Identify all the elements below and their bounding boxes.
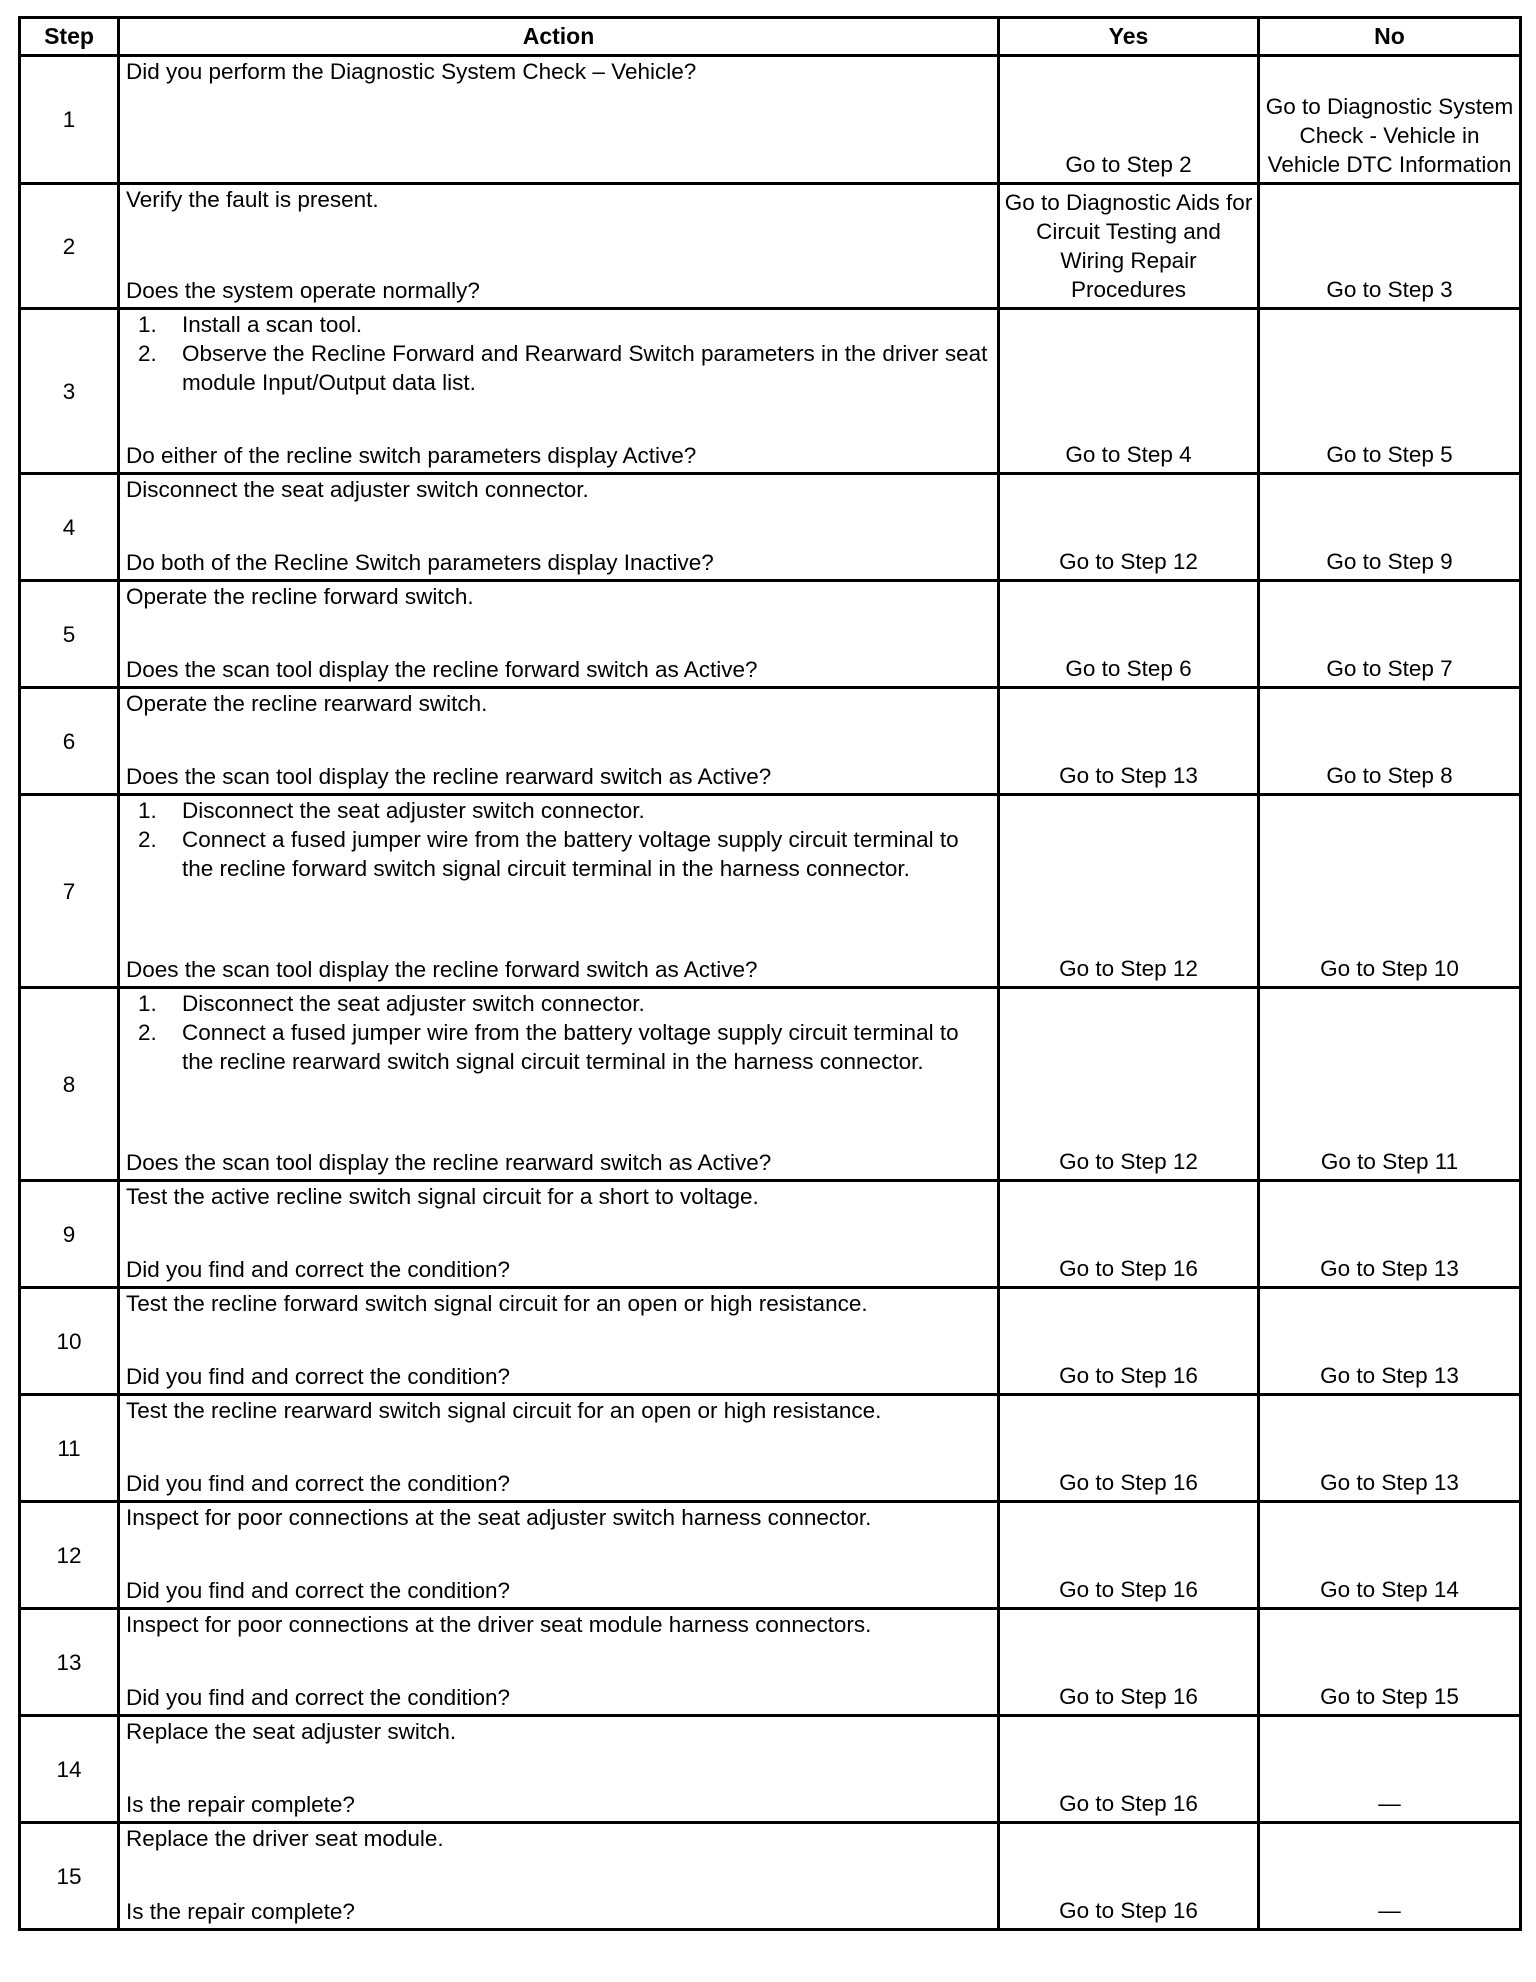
action-instructions [126,1717,991,1746]
action-text: Replace the seat adjuster switch. [126,1719,457,1744]
diagnostic-table [18,16,1522,1931]
action-instructions [126,1289,991,1318]
action-instructions [126,185,991,214]
action-cell [119,309,999,474]
action-list-item [138,796,991,825]
action-question: Is the repair complete? [126,1899,355,1924]
list-item-number: 1. [138,991,157,1016]
step-number: 6 [20,688,119,795]
action-question: Does the scan tool display the recline rearward switch as Active? [126,764,772,789]
action-cell [119,1823,999,1930]
action-cell [119,56,999,184]
action-text: Disconnect the seat adjuster switch connector. [126,477,589,502]
table-row [20,56,1521,184]
action-list-item [138,1018,991,1076]
no-result: Go to Step 7 [1259,581,1521,688]
action-instructions [126,57,991,86]
header-step: Step [20,18,119,56]
step-number: 7 [20,795,119,988]
action-instructions [126,689,991,718]
table-body [20,56,1521,1930]
table-row [20,988,1521,1181]
action-question: Did you find and correct the condition? [126,1257,510,1282]
action-cell [119,474,999,581]
no-result: Go to Step 13 [1259,1288,1521,1395]
list-item-text: Install a scan tool. [182,312,363,337]
step-number: 12 [20,1502,119,1609]
action-instructions [126,475,991,504]
action-question: Does the scan tool display the recline forward switch as Active? [126,657,758,682]
header-yes: Yes [999,18,1259,56]
step-number: 14 [20,1716,119,1823]
action-instructions [126,1182,991,1211]
yes-result: Go to Step 6 [999,581,1259,688]
action-question: Does the scan tool display the recline rearward switch as Active? [126,1150,772,1175]
no-result: Go to Step 13 [1259,1181,1521,1288]
header-row [20,18,1521,56]
action-question: Did you find and correct the condition? [126,1685,510,1710]
action-instructions [126,1824,991,1853]
no-result: — [1259,1716,1521,1823]
header-no: No [1259,18,1521,56]
no-result: Go to Step 14 [1259,1502,1521,1609]
table-row [20,688,1521,795]
action-question: Does the system operate normally? [126,278,480,303]
no-result: Go to Step 11 [1259,988,1521,1181]
table-row [20,1395,1521,1502]
no-result: Go to Step 8 [1259,688,1521,795]
action-instructions [126,989,991,1076]
yes-result: Go to Step 16 [999,1502,1259,1609]
action-question: Do both of the Recline Switch parameters display Inactive? [126,550,714,575]
action-cell [119,1716,999,1823]
table-row [20,1609,1521,1716]
action-instructions [126,796,991,883]
action-cell [119,988,999,1181]
yes-result: Go to Step 13 [999,688,1259,795]
list-item-text: Observe the Recline Forward and Rearward Switch parameters in the driver seat module Input/Output data list. [182,341,988,395]
list-item-text: Disconnect the seat adjuster switch connector. [182,991,645,1016]
action-list-item [138,825,991,883]
yes-result: Go to Step 16 [999,1823,1259,1930]
step-number: 9 [20,1181,119,1288]
step-number: 5 [20,581,119,688]
header-action: Action [119,18,999,56]
yes-result: Go to Step 16 [999,1609,1259,1716]
table-row [20,1823,1521,1930]
action-text: Replace the driver seat module. [126,1826,444,1851]
no-result: Go to Step 10 [1259,795,1521,988]
action-list-item [138,310,991,339]
table-row [20,474,1521,581]
action-question: Does the scan tool display the recline forward switch as Active? [126,957,758,982]
list-item-text: Disconnect the seat adjuster switch connector. [182,798,645,823]
yes-result: Go to Step 2 [999,56,1259,184]
action-cell [119,1395,999,1502]
action-text: Test the recline forward switch signal circuit for an open or high resistance. [126,1291,868,1316]
action-step-list [126,989,991,1076]
yes-result: Go to Step 16 [999,1181,1259,1288]
no-result: Go to Diagnostic System Check - Vehicle in Vehicle DTC Information [1259,56,1521,184]
step-number: 4 [20,474,119,581]
yes-result: Go to Step 12 [999,988,1259,1181]
step-number: 11 [20,1395,119,1502]
table-row [20,795,1521,988]
table-row [20,581,1521,688]
no-result: — [1259,1823,1521,1930]
no-result: Go to Step 3 [1259,184,1521,309]
list-item-number: 1. [138,798,157,823]
step-number: 3 [20,309,119,474]
table-row [20,1502,1521,1609]
action-text: Operate the recline rearward switch. [126,691,488,716]
action-instructions [126,1503,991,1532]
action-list-item [138,989,991,1018]
action-list-item [138,339,991,397]
table-row [20,1716,1521,1823]
action-cell [119,1609,999,1716]
table-row [20,1288,1521,1395]
no-result: Go to Step 15 [1259,1609,1521,1716]
action-text: Operate the recline forward switch. [126,584,474,609]
action-cell [119,1288,999,1395]
action-question: Did you find and correct the condition? [126,1471,510,1496]
action-instructions [126,1610,991,1639]
action-cell [119,688,999,795]
action-cell [119,184,999,309]
action-text: Test the active recline switch signal circuit for a short to voltage. [126,1184,759,1209]
table-row [20,1181,1521,1288]
action-cell [119,1181,999,1288]
action-cell [119,1502,999,1609]
list-item-text: Connect a fused jumper wire from the battery voltage supply circuit terminal to the recline rearward switch signal circuit terminal in the harness connector. [182,1020,959,1074]
step-number: 15 [20,1823,119,1930]
yes-result: Go to Step 12 [999,795,1259,988]
list-item-number: 2. [138,341,157,366]
action-step-list [126,310,991,397]
action-question: Did you find and correct the condition? [126,1578,510,1603]
action-question: Do either of the recline switch parameters display Active? [126,443,697,468]
yes-result: Go to Step 4 [999,309,1259,474]
yes-result: Go to Step 16 [999,1716,1259,1823]
table-row [20,309,1521,474]
step-number: 1 [20,56,119,184]
yes-result: Go to Step 12 [999,474,1259,581]
action-text: Inspect for poor connections at the seat adjuster switch harness connector. [126,1505,872,1530]
action-step-list [126,796,991,883]
yes-result: Go to Step 16 [999,1288,1259,1395]
no-result: Go to Step 13 [1259,1395,1521,1502]
list-item-number: 2. [138,1020,157,1045]
no-result: Go to Step 9 [1259,474,1521,581]
action-question: Did you find and correct the condition? [126,1364,510,1389]
list-item-number: 1. [138,312,157,337]
action-cell [119,581,999,688]
no-result: Go to Step 5 [1259,309,1521,474]
action-instructions [126,1396,991,1425]
action-text: Test the recline rearward switch signal circuit for an open or high resistance. [126,1398,882,1423]
action-cell [119,795,999,988]
action-text: Did you perform the Diagnostic System Check – Vehicle? [126,59,697,84]
step-number: 2 [20,184,119,309]
action-instructions [126,310,991,397]
action-instructions [126,582,991,611]
step-number: 8 [20,988,119,1181]
table-row [20,184,1521,309]
action-text: Verify the fault is present. [126,187,379,212]
list-item-text: Connect a fused jumper wire from the battery voltage supply circuit terminal to the recline forward switch signal circuit terminal in the harness connector. [182,827,959,881]
yes-result: Go to Step 16 [999,1395,1259,1502]
step-number: 10 [20,1288,119,1395]
action-text: Inspect for poor connections at the driver seat module harness connectors. [126,1612,872,1637]
yes-result: Go to Diagnostic Aids for Circuit Testing and Wiring Repair Procedures [999,184,1259,309]
list-item-number: 2. [138,827,157,852]
action-question: Is the repair complete? [126,1792,355,1817]
step-number: 13 [20,1609,119,1716]
